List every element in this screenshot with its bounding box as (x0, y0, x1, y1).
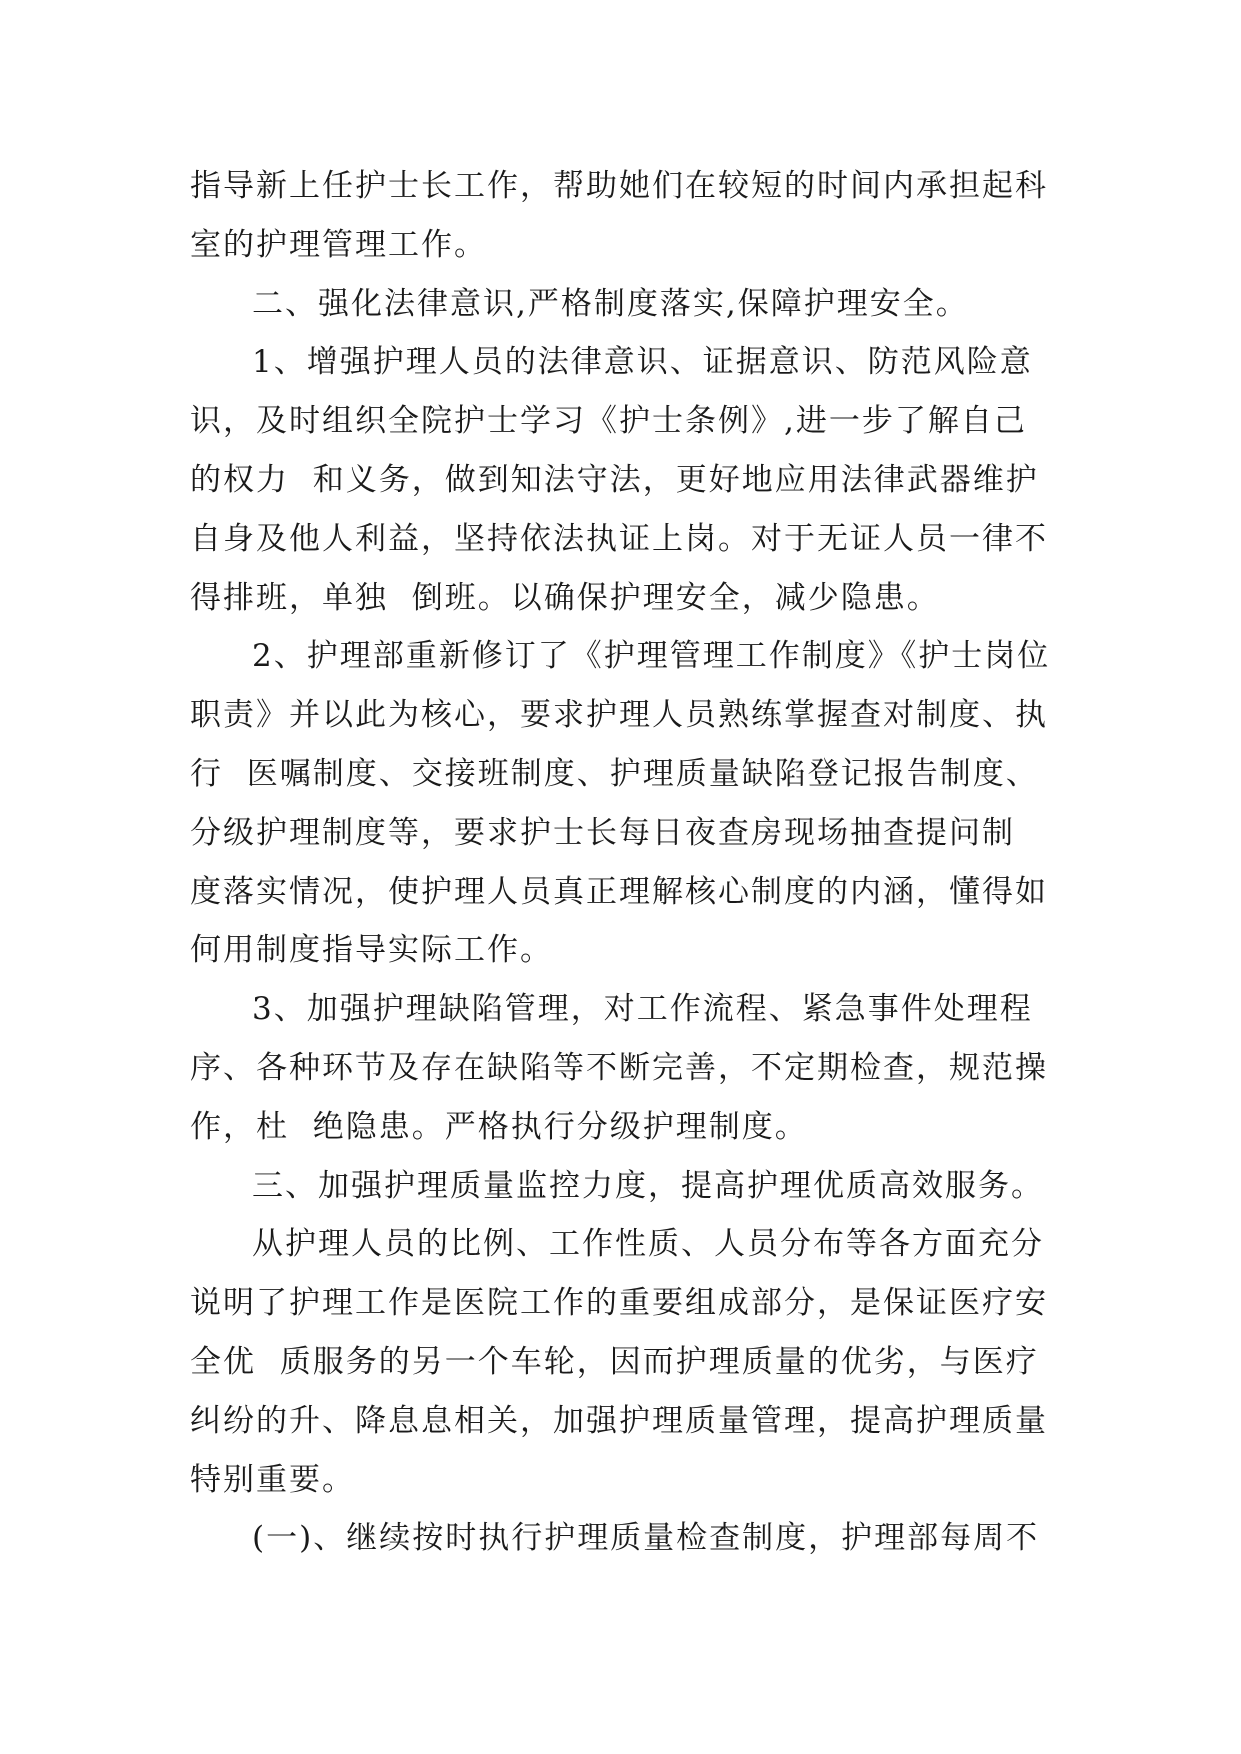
document-body (190, 157, 1060, 1568)
paragraph-start: (一)、继续按时执行护理质量检查制度，护理部每周不 (252, 1520, 1040, 1557)
text-line: 序、各种环节及存在缺陷等不断完善，不定期检查，规范操 (190, 1049, 1048, 1086)
text-line: 识，及时组织全院护士学习《护士条例》,进一步了解自己 (190, 403, 1027, 440)
text-line: 行 医嘱制度、交接班制度、护理质量缺陷登记报告制度、 (190, 755, 1039, 792)
text-line: 何用制度指导实际工作。 (190, 932, 553, 969)
text-line: 全优 质服务的另一个车轮，因而护理质量的优劣，与医疗 (190, 1343, 1039, 1380)
text-line: 指导新上任护士长工作，帮助她们在较短的时间内承担起科 (190, 168, 1048, 204)
text-line: 度落实情况，使护理人员真正理解核心制度的内涵，懂得如 (190, 873, 1048, 910)
text-line: 职责》并以此为核心，要求护理人员熟练掌握查对制度、执 (190, 697, 1048, 734)
text-line: 自身及他人利益，坚持依法执证上岗。对于无证人员一律不 (190, 520, 1048, 557)
text-line: 分级护理制度等，要求护士长每日夜查房现场抽查提问制 (190, 814, 1015, 851)
text-line: 纠纷的升、降息息相关，加强护理质量管理，提高护理质量 (190, 1402, 1048, 1439)
section-heading: 三、加强护理质量监控力度，提高护理优质高效服务。 (252, 1167, 1044, 1204)
paragraph-start: 3、加强护理缺陷管理，对工作流程、紧急事件处理程 (252, 991, 1033, 1028)
text-line: 的权力 和义务，做到知法守法，更好地应用法律武器维护 (190, 461, 1039, 498)
text-line: 说明了护理工作是医院工作的重要组成部分，是保证医疗安 (190, 1285, 1048, 1322)
text-line: 特别重要。 (190, 1461, 355, 1498)
text-line: 作，杜 绝隐患。严格执行分级护理制度。 (190, 1108, 808, 1145)
paragraph-start: 1、增强护理人员的法律意识、证据意识、防范风险意 (252, 344, 1033, 381)
text-line: 得排班，单独 倒班。以确保护理安全，减少隐患。 (190, 579, 940, 616)
paragraph-start: 从护理人员的比例、工作性质、人员分布等各方面充分 (252, 1226, 1044, 1263)
section-heading: 二、强化法律意识,严格制度落实,保障护理安全。 (252, 285, 969, 322)
paragraph-start: 2、护理部重新修订了《护理管理工作制度》《护士岗位 (252, 638, 1051, 675)
text-line: 室的护理管理工作。 (190, 226, 487, 263)
